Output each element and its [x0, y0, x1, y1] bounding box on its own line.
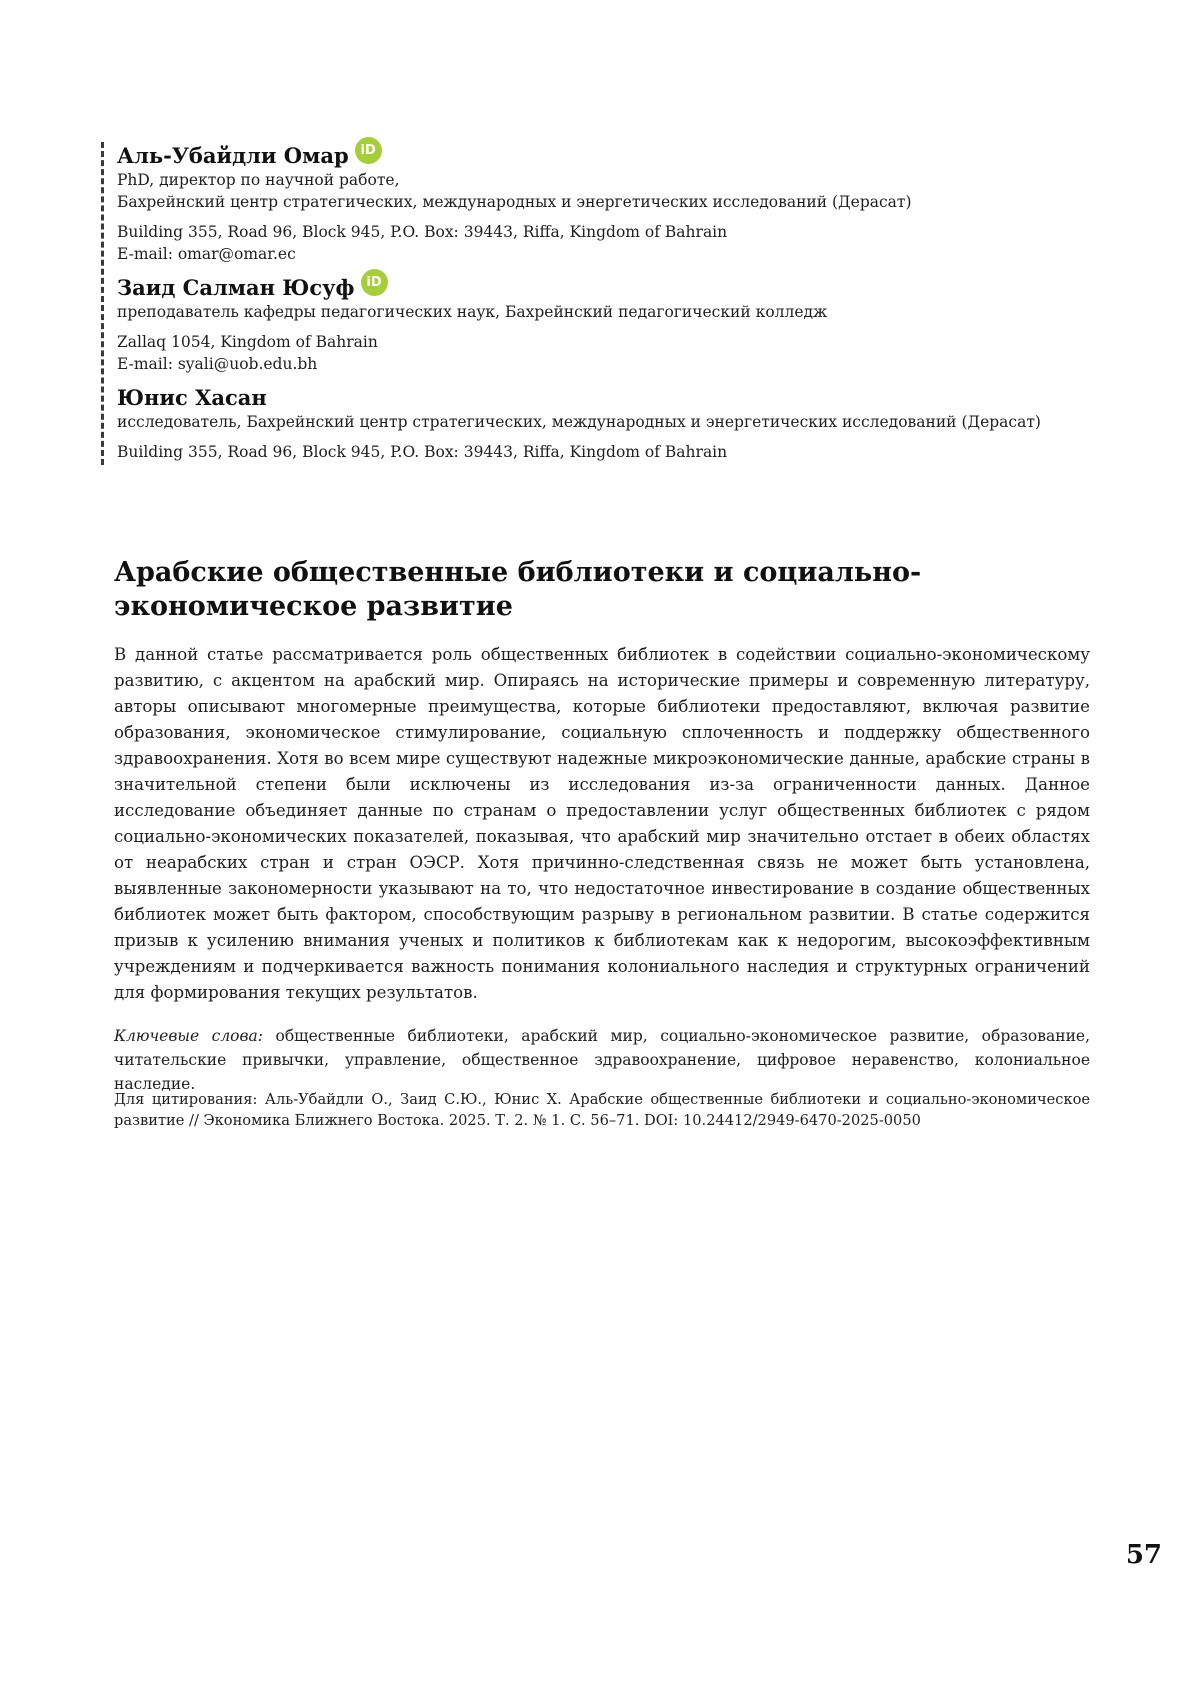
author-address: Building 355, Road 96, Block 945, P.O. Box: 39443, Riffa, Kingdom of Bahrain	[117, 223, 728, 241]
author-2	[117, 274, 1117, 375]
orcid-icon[interactable]: iD	[355, 137, 382, 164]
citation: Для цитирования: Аль-Убайдли О., Заид С.Ю., Юнис Х. Арабские общественные библиотеки и социально-экономическое развитие // Экономика Ближнего Востока. 2025. Т. 2. № 1. С. 56–71. DOI: 10.24412/2949-6470-2025-0050	[114, 1091, 1090, 1129]
keywords-text: общественные библиотеки, арабский мир, социально-экономическое развитие, образование, читательские привычки, управление, общественное здравоохранение, цифровое неравенство, колониальное наследие.	[114, 1027, 1090, 1093]
author-name-text: Заид Салман Юсуф	[117, 275, 355, 300]
author-address: Zallaq 1054, Kingdom of Bahrain	[117, 333, 378, 351]
author-name-text: Аль-Убайдли Омар	[117, 143, 349, 168]
keywords	[114, 1024, 1090, 1096]
author-3	[117, 384, 1117, 463]
author-name	[117, 384, 1117, 411]
abstract: В данной статье рассматривается роль общественных библиотек в содействии социально-экономическому развитию, с акцентом на арабский мир. Опираясь на исторические примеры и современную литературу, авторы описывают многомерные преимущества, которые библиотеки предоставляют, включая развитие образования, экономическое стимулирование, социальную сплоченность и поддержку общественного здравоохранения. Хотя во всем мире существуют надежные микроэкономические данные, арабские страны в значительной степени были исключены из исследования из-за ограниченности данных. Данное исследование объединяет данные по странам о предоставлении услуг общественных библиотек с рядом социально-экономических показателей, показывая, что арабский мир значительно отстает в обеих областях от неарабских стран и стран ОЭСР. Хотя причинно-следственная связь не может быть установлена, выявленные закономерности указывают на то, что недостаточное инвестирование в создание общественных библиотек может быть фактором, способствующим разрыву в региональном развитии. В статье содержится призыв к усилению внимания ученых и политиков к библиотекам как к недорогим, высокоэффективным учреждениям и подчеркивается важность понимания колониального наследия и структурных ограничений для формирования текущих результатов.	[114, 645, 1090, 1002]
author-block	[101, 142, 1117, 465]
page-number: 57	[1125, 1540, 1162, 1570]
author-address: Building 355, Road 96, Block 945, P.O. Box: 39443, Riffa, Kingdom of Bahrain	[117, 443, 728, 461]
author-affiliation: Бахрейнский центр стратегических, международных и энергетических исследований (Дерасат)	[117, 193, 912, 211]
orcid-icon[interactable]: iD	[361, 269, 388, 296]
author-name	[117, 142, 1117, 169]
author-position: PhD, директор по научной работе,	[117, 171, 400, 189]
keywords-label: Ключевые слова:	[114, 1027, 263, 1045]
author-1	[117, 142, 1117, 265]
author-name-text: Юнис Хасан	[117, 385, 267, 410]
author-name	[117, 274, 1117, 301]
author-affiliation: исследователь, Бахрейнский центр стратегических, международных и энергетических исследований (Дерасат)	[117, 413, 1041, 431]
article-title: Арабские общественные библиотеки и социально-экономическое развитие	[114, 557, 922, 622]
author-email[interactable]: E-mail: syali@uob.edu.bh	[117, 355, 318, 373]
author-email[interactable]: E-mail: omar@omar.ec	[117, 245, 296, 263]
author-affiliation: преподаватель кафедры педагогических наук, Бахрейнский педагогический колледж	[117, 303, 828, 321]
